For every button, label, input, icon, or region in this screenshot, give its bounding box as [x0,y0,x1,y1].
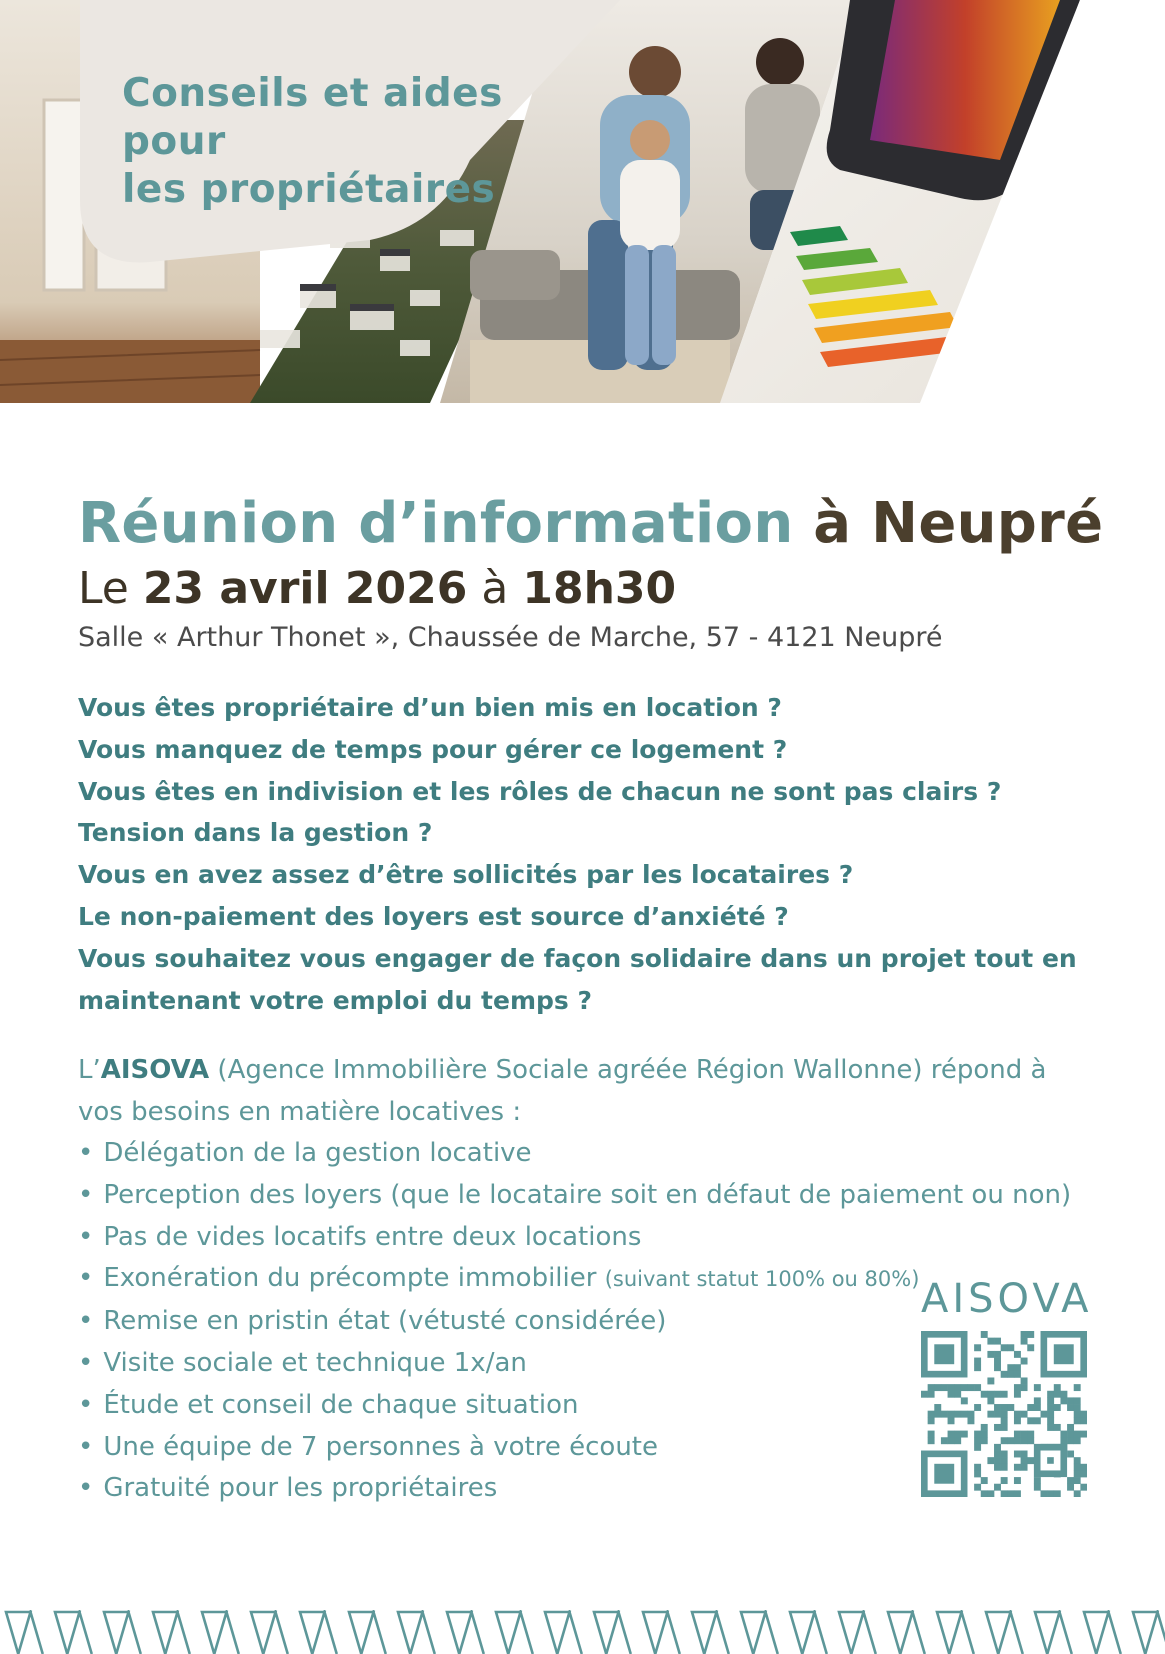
intro-brand: AISOVA [100,1055,210,1085]
event-date-prefix: Le [78,563,129,614]
qr-code[interactable] [921,1331,1087,1497]
question-item: Tension dans la gestion ? [78,818,433,848]
benefit-label: Visite sociale et technique 1x/an [103,1347,527,1378]
question-item: Vous manquez de temps pour gérer ce logement ? [78,734,788,764]
triangle-pattern [0,1610,1165,1654]
benefit-label: Gratuité pour les propriétaires [103,1473,498,1504]
benefit-item [78,1175,1072,1217]
event-place: Salle « Arthur Thonet », Chaussée de Marche, 57 - 4121 Neupré [78,622,943,653]
benefit-label: Exonération du précompte immobilier [103,1263,597,1294]
event-date-sep: à [481,563,509,614]
question-item: Vous en avez assez d’être sollicités par les locataires ? [78,860,854,890]
benefit-item [78,1427,978,1469]
event-date [78,561,676,617]
benefit-label: Étude et conseil de chaque situation [103,1389,579,1420]
event-title-location: à Neupré [813,491,1104,556]
hero-title [122,70,582,214]
benefit-label: Délégation de la gestion locative [103,1138,532,1168]
benefit-item [78,1468,978,1510]
questions-list [78,687,1088,1021]
question-item: Vous souhaitez vous engager de façon solidaire dans un projet tout en maintenant votre emploi du temps ? [78,943,1077,1015]
benefit-label: Perception des loyers (que le locataire soit en défaut de paiement ou non) [103,1179,1072,1210]
intro-prefix: L’ [78,1055,101,1085]
benefit-label: Remise en pristin état (vétusté considérée) [103,1306,667,1337]
intro-paragraph [78,1049,1088,1133]
benefit-item [78,1385,978,1427]
intro-text: (Agence Immobilière Sociale agréée Région Wallonne) répond à vos besoins en matière locatives : [78,1055,1047,1127]
aisova-logo: AISOVA [921,1276,1093,1322]
benefit-item [78,1217,978,1259]
benefit-item [78,1301,978,1343]
event-time: 18h30 [522,563,677,614]
hero-banner [0,0,1165,403]
event-date-value: 23 avril 2026 [142,563,468,614]
benefit-note: (suivant statut 100% ou 80%) [604,1267,920,1292]
event-title-main: Réunion d’information [78,491,794,556]
benefit-item [78,1133,978,1175]
hero-title-line2: les propriétaires [122,167,496,212]
benefit-label: Pas de vides locatifs entre deux locations [103,1221,642,1252]
benefit-label: Une équipe de 7 personnes à votre écoute [103,1431,658,1462]
question-item: Le non-paiement des loyers est source d’anxiété ? [78,901,789,931]
event-title [78,489,1128,559]
question-item: Vous êtes en indivision et les rôles de chacun ne sont pas clairs ? [78,776,1002,806]
question-item: Vous êtes propriétaire d’un bien mis en location ? [78,693,782,722]
benefit-item [78,1343,978,1385]
benefit-item [78,1258,978,1301]
hero-title-line1: Conseils et aides pour [122,71,503,164]
